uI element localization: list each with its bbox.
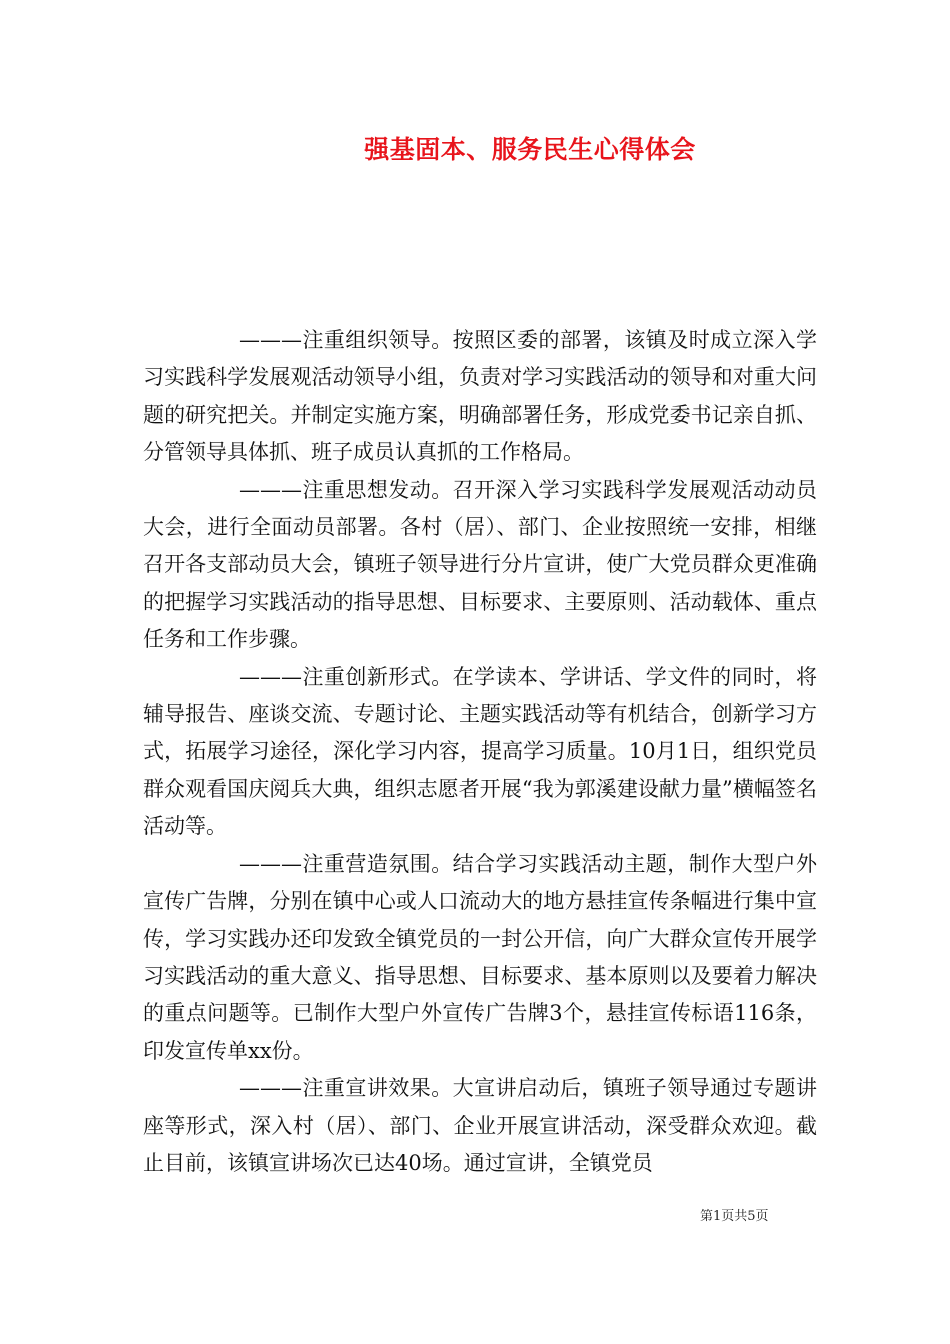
paragraph-mobilization: ———注重思想发动。召开深入学习实践科学发展观活动动员大会，进行全面动员部署。各村（居）、部门、企业按照统一安排，相继召开各支部动员大会，镇班子领导进行分片宣讲，使广大党员群众更准确的把握学习实践活动的指导思想、目标要求、主要原则、活动载体、重点任务和工作步骤。 [143, 477, 817, 652]
paragraph-atmosphere: ———注重营造氛围。结合学习实践活动主题，制作大型户外宣传广告牌，分别在镇中心或人口流动大的地方悬挂宣传条幅进行集中宣传，学习实践办还印发致全镇党员的一封公开信，向广大群众宣传开展学习实践活动的重大意义、指导思想、目标要求、基本原则以及要着力解决的重点问题等。已制作大型户外宣传广告牌3个，悬挂宣传标语116条，印发宣传单xx份。 [143, 851, 817, 1063]
paragraph-lecture-effect: ———注重宣讲效果。大宣讲启动后，镇班子领导通过专题讲座等形式，深入村（居）、部门、企业开展宣讲活动，深受群众欢迎。截止目前，该镇宣讲场次已达40场。通过宣讲，全镇党员 [143, 1076, 817, 1175]
paragraph-organization: ———注重组织领导。按照区委的部署，该镇及时成立深入学习实践科学发展观活动领导小组，负责对学习实践活动的领导和对重大问题的研究把关。并制定实施方案，明确部署任务，形成党委书记亲自抓、分管领导具体抓、班子成员认真抓的工作格局。 [143, 328, 817, 465]
paragraph-innovation: ———注重创新形式。在学读本、学讲话、学文件的同时，将辅导报告、座谈交流、专题讨论、主题实践活动等有机结合，创新学习方式，拓展学习途径，深化学习内容，提高学习质量。10月1日，组织党员群众观看国庆阅兵大典，组织志愿者开展“我为郭溪建设献力量”横幅签名活动等。 [143, 664, 817, 839]
document-body [143, 322, 817, 1182]
page-number: 第1页共5页 [700, 1209, 769, 1224]
page-title: 强基固本、服务民生心得体会 [364, 135, 696, 164]
